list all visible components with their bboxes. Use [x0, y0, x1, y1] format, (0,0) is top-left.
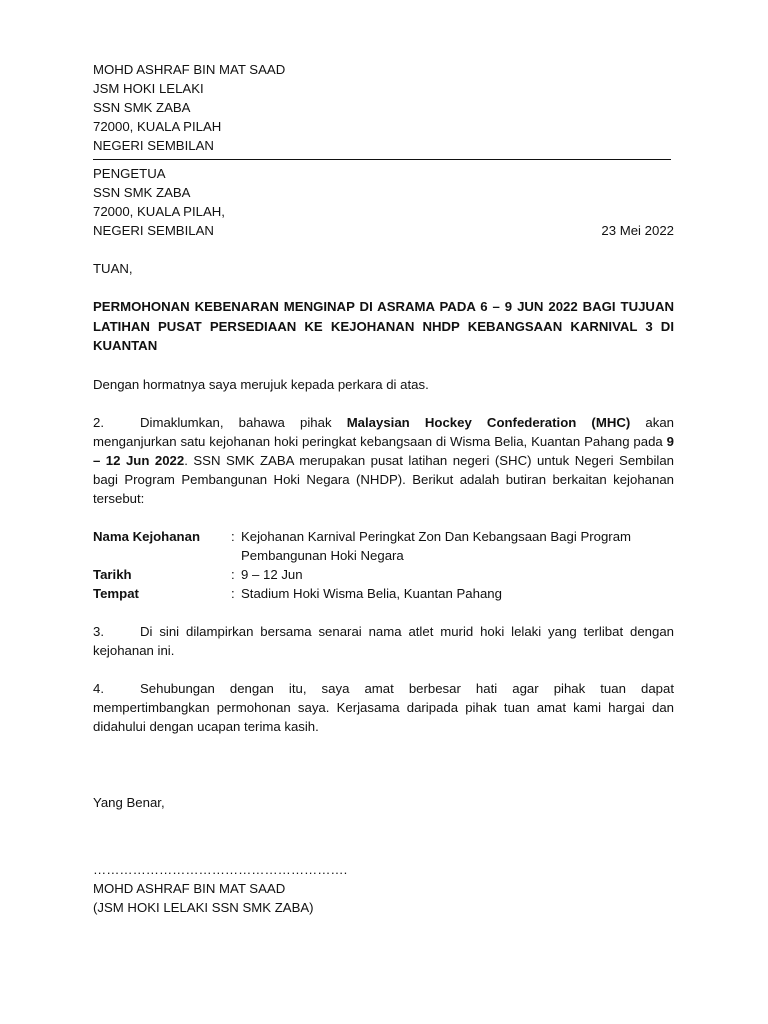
closing: Yang Benar, [93, 794, 165, 810]
sender-address [93, 60, 674, 155]
event-dates: 9 – 12 Jun 2022 [93, 433, 674, 468]
header-divider [93, 159, 671, 160]
subject-heading: PERMOHONAN KEBENARAN MENGINAP DI ASRAMA PADA 6 – 9 JUN 2022 BAGI TUJUAN LATIHAN PUSAT PERSEDIAAN KE KEJOHANAN NHDP KEBANGSAAN KARNIVAL 3 DI KUANTAN [93, 299, 674, 353]
sender-city: 72000, KUALA PILAH [93, 119, 222, 134]
sender-name: MOHD ASHRAF BIN MAT SAAD [93, 62, 286, 77]
paragraph-text: Dimaklumkan, bahawa pihak [140, 414, 347, 430]
detail-label: Nama Kejohanan [93, 528, 200, 544]
letter-date: 23 Mei 2022 [601, 223, 674, 238]
detail-value: : Stadium Hoki Wisma Belia, Kuantan Pahang [231, 585, 502, 601]
signer-name: MOHD ASHRAF BIN MAT SAAD [93, 880, 286, 896]
event-details [93, 527, 674, 603]
salutation: TUAN, [93, 261, 133, 276]
sender-role: JSM HOKI LELAKI [93, 81, 204, 96]
detail-value: : 9 – 12 Jun [231, 566, 303, 582]
opening-paragraph: Dengan hormatnya saya merujuk kepada perkara di atas. [93, 376, 429, 392]
sender-school: SSN SMK ZABA [93, 100, 191, 115]
paragraph-4 [93, 679, 674, 736]
recipient-address [93, 164, 674, 240]
letter-page [93, 60, 674, 917]
paragraph-text: . SSN SMK ZABA merupakan pusat latihan negeri (SHC) untuk Negeri Sembilan bagi Program Pembangunan Hoki Negara (NHDP). Berikut adalah butiran berkaitan kejohanan tersebut: [93, 452, 674, 506]
paragraph-text: Sehubungan dengan itu, saya amat berbesar hati agar pihak tuan dapat mempertimbangkan permohonan saya. Kerjasama daripada pihak tuan amat kami hargai dan didahului dengan ucapan terima kasih. [93, 680, 674, 734]
paragraph-text: Di sini dilampirkan bersama senarai nama atlet murid hoki lelaki yang terlibat dengan kejohanan ini. [93, 623, 674, 658]
recipient-title: PENGETUA [93, 166, 166, 181]
signature-line: …………………………………………………. [93, 861, 348, 877]
paragraph-2 [93, 413, 674, 508]
recipient-school: SSN SMK ZABA [93, 185, 191, 200]
paragraph-number: 3. [93, 623, 104, 639]
sender-state: NEGERI SEMBILAN [93, 138, 214, 153]
organisation-name: Malaysian Hockey Confederation (MHC) [346, 414, 631, 430]
signer-position: (JSM HOKI LELAKI SSN SMK ZABA) [93, 899, 314, 915]
detail-value: : Kejohanan Karnival Peringkat Zon Dan Kebangsaan Bagi Program Pembangunan Hoki Negara [231, 528, 632, 563]
paragraph-text: akan menganjurkan satu kejohanan hoki peringkat kebangsaan di Wisma Belia, Kuantan Pahang pada [93, 414, 674, 449]
recipient-state: NEGERI SEMBILAN [93, 223, 214, 238]
paragraph-3 [93, 622, 674, 660]
state-date-row [93, 221, 674, 240]
paragraph-number: 4. [93, 680, 104, 696]
recipient-city: 72000, KUALA PILAH, [93, 204, 225, 219]
detail-label: Tempat [93, 585, 139, 601]
detail-label: Tarikh [93, 566, 132, 582]
paragraph-number: 2. [93, 414, 104, 430]
signature-block [93, 860, 674, 917]
